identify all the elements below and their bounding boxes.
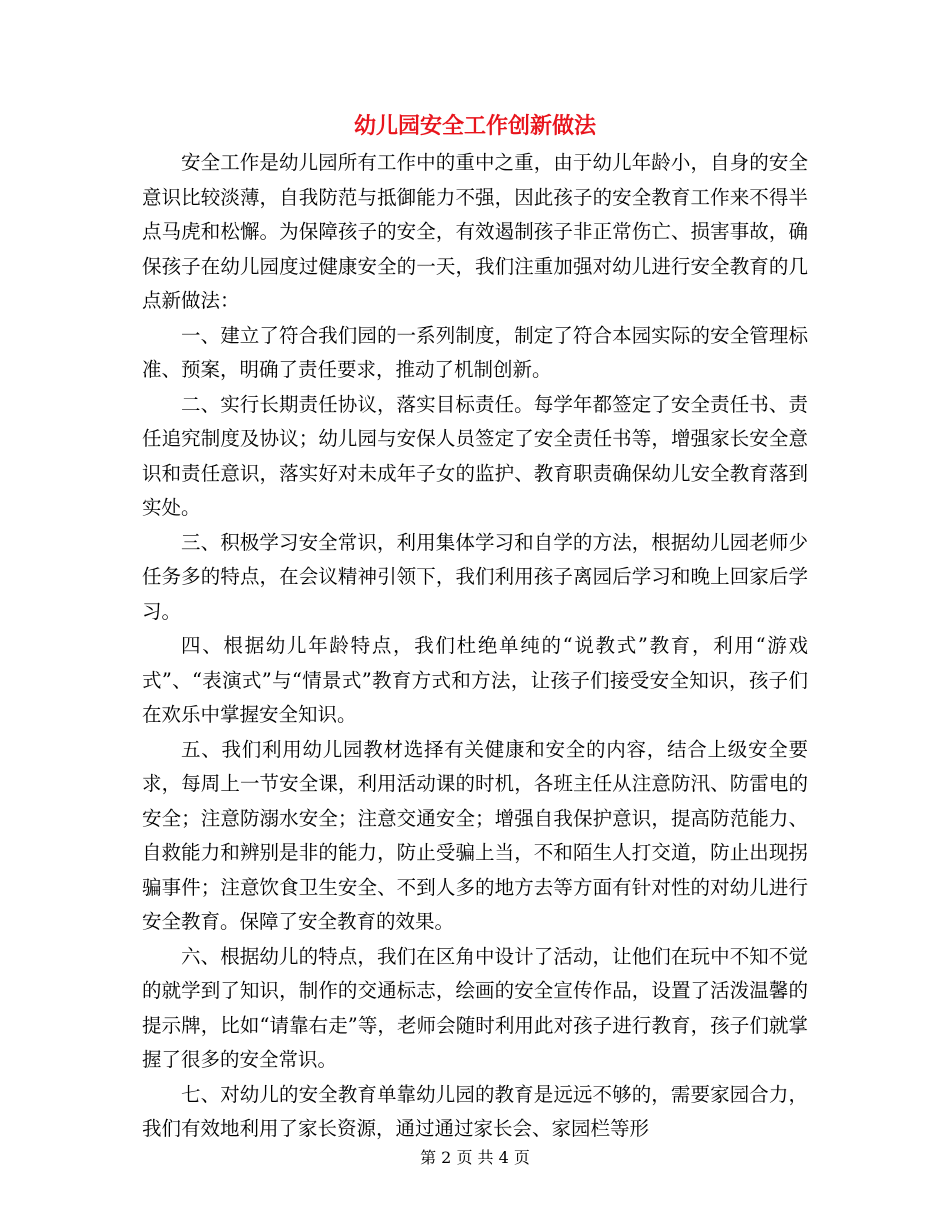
- paragraph-2: 二、实行长期责任协议，落实目标责任。每学年都签定了安全责任书、责任追究制度及协议；幼儿园与安保人员签定了安全责任书等，增强家长安全意识和责任意识，落实好对未成年子女的监护、教育职责确保幼儿安全教育落到实处。: [142, 392, 808, 519]
- paragraph-4: 四、根据幼儿年龄特点，我们杜绝单纯的“说教式”教育，利用“游戏式”、“表演式”与“情景式”教育方式和方法，让孩子们接受安全知识，孩子们在欢乐中掌握安全知识。: [142, 634, 808, 726]
- paragraph-7: 七、对幼儿的安全教育单靠幼儿园的教育是远远不够的，需要家园合力，我们有效地利用了家长资源，通过通过家长会、家园栏等形: [142, 1082, 808, 1140]
- paragraph-6: 六、根据幼儿的特点，我们在区角中设计了活动，让他们在玩中不知不觉的就学到了知识，制作的交通标志，绘画的安全宣传作品，设置了活泼温馨的提示牌，比如“请靠右走”等，老师会随时利用此对孩子进行教育，孩子们就掌握了很多的安全常识。: [142, 944, 808, 1071]
- paragraph-5: 五、我们利用幼儿园教材选择有关健康和安全的内容，结合上级安全要求，每周上一节安全课，利用活动课的时机，各班主任从注意防汛、防雷电的安全；注意防溺水安全；注意交通安全；增强自我保护意识，提高防范能力、自救能力和辨别是非的能力，防止受骗上当，不和陌生人打交道，防止出现拐骗事件；注意饮食卫生安全、不到人多的地方去等方面有针对性的对幼儿进行安全教育。保障了安全教育的效果。: [142, 737, 808, 933]
- paragraph-3: 三、积极学习安全常识，利用集体学习和自学的方法，根据幼儿园老师少任务多的特点，在会议精神引领下，我们利用孩子离园后学习和晚上回家后学习。: [142, 530, 808, 623]
- paragraph-intro: 安全工作是幼儿园所有工作中的重中之重，由于幼儿年龄小，自身的安全意识比较淡薄，自我防范与抵御能力不强，因此孩子的安全教育工作来不得半点马虎和松懈。为保障孩子的安全，有效遏制孩子非正常伤亡、损害事故，确保孩子在幼儿园度过健康安全的一天，我们注重加强对幼儿进行安全教育的几点新做法：: [142, 151, 808, 312]
- document-title: 幼儿园安全工作创新做法: [353, 113, 596, 139]
- paragraph-1: 一、建立了符合我们园的一系列制度，制定了符合本园实际的安全管理标准、预案，明确了责任要求，推动了机制创新。: [142, 323, 808, 381]
- document-body: [142, 146, 808, 1147]
- page-number-footer: 第 2 页 共 4 页: [420, 1148, 530, 1167]
